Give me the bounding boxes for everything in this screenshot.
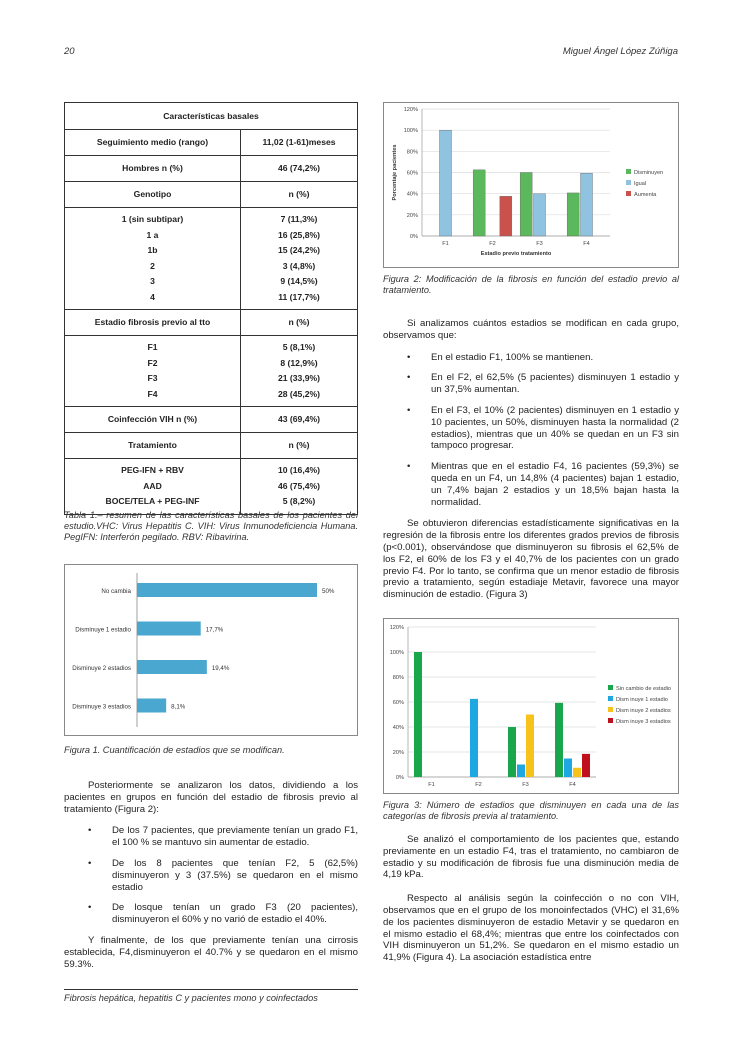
- legend-swatch: [608, 707, 613, 712]
- bar: [582, 754, 590, 777]
- legend-swatch: [608, 685, 613, 690]
- y-tick-label: 120%: [403, 107, 418, 113]
- legend-entry: Dism inuye 1 estadio: [616, 697, 668, 703]
- table-line: 1b: [147, 245, 158, 255]
- y-tick-label: 20%: [392, 750, 404, 756]
- table-cell-value: [241, 336, 357, 406]
- x-tick-label: F2: [489, 241, 496, 247]
- category-label: Disminuye 1 estadio: [75, 626, 131, 634]
- legend-entry: Disminuyen: [634, 170, 664, 176]
- table-cell-label: Estadio fibrosis previo al tto: [65, 310, 241, 335]
- running-header-author: Miguel Ángel López Zúñiga: [562, 46, 678, 57]
- bar: [500, 196, 512, 236]
- figure-1-svg: [65, 565, 357, 735]
- footer-rule: [64, 989, 358, 990]
- table-line: 5 (8,1%): [282, 342, 316, 352]
- table-1-caption: Tabla 1.– resumen de las características basales de los pacientes del estudio.VHC: Virus Hepatitis C. VIH: Virus Inmunodeficiencia Humana. PegIFN: Interferón pegilado. RBV: Ribavirina.: [64, 510, 358, 542]
- right-paragraph-1: Si analizamos cuántos estadios se modifican en cada grupo, observamos que:: [383, 318, 679, 341]
- table-cell-label: Seguimiento medio (rango): [65, 130, 241, 155]
- table-cell-value: [241, 459, 357, 514]
- bar: [520, 173, 532, 237]
- x-tick-label: F3: [522, 782, 529, 788]
- figure-2-caption: Figura 2: Modificación de la fibrosis en función del estadio previo al tratamiento.: [383, 274, 679, 295]
- legend-swatch: [626, 191, 631, 196]
- page-number: 20: [64, 46, 75, 57]
- data-label: 8,1%: [171, 703, 186, 711]
- bar: [440, 130, 452, 236]
- table-cell-label: Coinfección VIH n (%): [65, 407, 241, 432]
- table-body: [65, 130, 357, 514]
- y-tick-label: 100%: [389, 650, 404, 656]
- table-1: [64, 102, 358, 515]
- table-line: BOCE/TELA + PEG-INF: [105, 496, 200, 506]
- list-item: • En el F2, el 62,5% (5 pacientes) disminuyen 1 estadio y un 37,5% aumentan.: [383, 372, 679, 396]
- list-item: • De los 8 pacientes que tenían F2, 5 (62,5%) disminuyeron y 3 (37.5%) se quedaron en el mismo estadio: [64, 858, 358, 893]
- table-cell-label: Hombres n (%): [65, 156, 241, 181]
- table-line: 3 (4,8%): [282, 260, 316, 271]
- figure-2-chart: [383, 102, 679, 268]
- bar: [137, 622, 201, 636]
- table-line: F3: [147, 373, 158, 383]
- legend-swatch: [626, 169, 631, 174]
- y-tick-label: 60%: [406, 170, 418, 177]
- table-line: 16 (25,8%): [277, 229, 321, 240]
- table-line: 9 (14,5%): [280, 276, 318, 286]
- legend-entry: Dism inuye 3 estadios: [616, 719, 671, 725]
- left-text: [64, 780, 358, 970]
- bar: [526, 715, 534, 778]
- x-axis-title: Estadio previo tratamiento: [480, 251, 552, 257]
- table-line: 4: [150, 291, 155, 302]
- table-cell-label: Genotipo: [65, 182, 241, 207]
- table-cell-value: n (%): [288, 189, 310, 199]
- table-line: PEG-IFN + RBV: [121, 465, 184, 475]
- y-tick-label: 0%: [395, 775, 404, 781]
- y-tick-label: 0%: [409, 234, 418, 240]
- table-row: [65, 156, 357, 182]
- table-row: [65, 407, 357, 433]
- table-title: Características basales: [65, 103, 357, 130]
- bar: [534, 194, 546, 236]
- bar: [414, 652, 422, 777]
- x-tick-label: F1: [442, 241, 449, 247]
- data-label: 17,7%: [205, 626, 224, 634]
- list-item: • De los 7 pacientes, que previamente tenían un grado F1, el 100 % se mantuvo sin aumentar de estadio.: [64, 825, 358, 849]
- table-line: 11 (17,7%): [278, 291, 320, 302]
- bar: [564, 759, 572, 778]
- right-bullet-list: [383, 352, 679, 509]
- bar: [567, 193, 579, 236]
- legend-entry: Aumenta: [634, 192, 657, 198]
- table-cell-value: 43 (69,4%): [277, 414, 321, 424]
- legend-entry: Igual: [634, 181, 647, 187]
- y-tick-label: 100%: [403, 128, 418, 135]
- category-label: No cambia: [101, 588, 131, 595]
- table-line: 28 (45,2%): [277, 388, 321, 399]
- left-bullet-list: [64, 825, 358, 926]
- y-tick-label: 20%: [406, 212, 418, 219]
- right-paragraph-3: Se analizó el comportamiento de los pacientes que, estando previamente en un estadio F4, tras el tratamiento, no cambiaron de estadio y su modificación de fibrosis fue una disminución media de 4,19 kPa.: [383, 834, 679, 881]
- table-row: [65, 336, 357, 407]
- figure-2-svg: [384, 103, 678, 267]
- list-item: • Mientras que en el estadio F4, 16 pacientes (59,3%) se queda en un F4, un 14,8% (4 pacientes) bajan 1 estadio, un 7,4% bajan 2 estadios y un 18,5% bajan hasta la normalidad.: [383, 461, 679, 508]
- table-line: F1: [147, 342, 158, 352]
- figure-1-caption: Figura 1. Cuantificación de estadios que se modifican.: [64, 745, 285, 755]
- bar: [137, 583, 317, 597]
- bar: [137, 699, 166, 713]
- list-item: • En el estadio F1, 100% se mantienen.: [383, 352, 679, 364]
- x-tick-label: F4: [569, 782, 576, 788]
- x-tick-label: F3: [536, 241, 543, 247]
- table-line: 1 (sin subtipar): [121, 214, 184, 224]
- category-label: Disminuye 2 estadios: [72, 665, 131, 672]
- table-cell-value: n (%): [288, 440, 310, 450]
- data-label: 19,4%: [211, 665, 230, 672]
- right-text-bottom: [383, 834, 679, 964]
- left-paragraph-1: Posteriormente se analizaron los datos, dividiendo a los pacientes en grupos en función del estadio de fibrosis previo al tratamiento (Figura 2):: [64, 780, 358, 815]
- x-tick-label: F2: [475, 782, 482, 788]
- right-paragraph-4: Respecto al análisis según la coinfección o no con VIH, observamos que en el grupo de los monoinfectados (VHC) el 31,6% de los pacientes disminuyeron de estadio Metavir y se quedaron en el mismo estadio el 68,4%; mientras que entre los coinfectados con VIH disminuyeron un 51,2%. Se quedaron en el mismo estadio un 41,9% (Figura 4). La asociación estadística entre: [383, 893, 679, 964]
- list-item: • En el F3, el 10% (2 pacientes) disminuyen en 1 estadio y 10 pacientes, un 50%, disminuyen hasta la normalidad (2 estadios), mientras que un 40% se quedan en un F3 sin tampoco progresar.: [383, 405, 679, 452]
- y-tick-label: 80%: [392, 675, 404, 681]
- bar: [473, 170, 485, 236]
- table-line: F4: [147, 388, 158, 399]
- figure-3-chart: [383, 618, 679, 794]
- right-paragraph-2: Se obtuvieron diferencias estadísticamente significativas en la regresión de la fibrosis entre los diferentes grados previos de fibrosis (p<0.001), observándose que disminuyeron su fibrosis el 62,5% de los F2, el 60% de los F3 y el 40,7% de los pacientes con un grado previo F4. Por lo tanto, se confirma que un menor estadio de fibrosis previo a tratamiento, según estadiaje Metavir, favorece una mayor disminución de estadio. (Figura 3): [383, 518, 679, 601]
- y-tick-label: 60%: [392, 700, 404, 706]
- table-row: [65, 130, 357, 156]
- bar: [508, 727, 516, 777]
- table-line: 8 (12,9%): [280, 357, 318, 368]
- table-line: 10 (16,4%): [277, 465, 321, 475]
- y-tick-label: 40%: [406, 191, 418, 198]
- table-cell-label: [65, 208, 241, 309]
- right-text-top: [383, 318, 679, 601]
- legend-entry: Dism inuye 2 estadios: [616, 708, 671, 714]
- table-cell-label: Tratamiento: [65, 433, 241, 458]
- table-line: F2: [147, 357, 158, 368]
- footer-text: Fibrosis hepática, hepatitis C y pacientes mono y coinfectados: [64, 993, 318, 1003]
- table-row: [65, 182, 357, 208]
- table-line: 5 (8,2%): [282, 496, 316, 506]
- table-line: 46 (75,4%): [277, 480, 321, 491]
- table-line: 3: [150, 276, 155, 286]
- y-tick-label: 40%: [392, 725, 404, 731]
- y-axis-title: Porcentaje pacientes: [392, 144, 398, 201]
- table-row: [65, 310, 357, 336]
- table-line: 1 a: [146, 229, 159, 240]
- left-paragraph-2: Y finalmente, de los que previamente tenían una cirrosis establecida, F4,disminuyeron el 40.7% y se quedaron en el mismo 59.3%.: [64, 934, 358, 970]
- table-cell-value: n (%): [288, 317, 310, 327]
- legend-entry: Sin cambio de estadio: [616, 686, 672, 692]
- figure-3-caption: Figura 3: Número de estadios que disminuyen en cada una de las categorías de fibrosis previa al tratamiento.: [383, 800, 679, 821]
- figure-3-svg: [384, 619, 678, 793]
- y-tick-label: 120%: [389, 625, 404, 631]
- table-row: [65, 208, 357, 310]
- table-cell-label: [65, 336, 241, 406]
- table-cell-value: 11,02 (1-61)meses: [262, 137, 336, 147]
- table-row: [65, 433, 357, 459]
- table-line: 2: [150, 260, 155, 271]
- legend-swatch: [626, 180, 631, 185]
- legend-swatch: [608, 696, 613, 701]
- data-label: 50%: [322, 588, 335, 595]
- x-tick-label: F4: [583, 241, 590, 247]
- category-label: Disminuye 3 estadios: [72, 703, 131, 711]
- x-tick-label: F1: [428, 782, 435, 788]
- bar: [581, 173, 593, 236]
- bar: [555, 703, 563, 777]
- figure-1-chart: [64, 564, 358, 736]
- table-line: 15 (24,2%): [277, 245, 321, 255]
- bar: [137, 660, 207, 674]
- bar: [573, 768, 581, 777]
- table-cell-value: 46 (74,2%): [277, 163, 321, 173]
- table-cell-value: [241, 208, 357, 309]
- table-row: [65, 459, 357, 514]
- y-tick-label: 80%: [406, 149, 418, 156]
- bar: [470, 699, 478, 777]
- bar: [517, 765, 525, 778]
- table-cell-label: [65, 459, 241, 514]
- table-line: 21 (33,9%): [277, 373, 321, 383]
- legend-swatch: [608, 718, 613, 723]
- table-line: AAD: [143, 480, 162, 491]
- list-item: • De losque tenían un grado F3 (20 pacientes), disminuyeron el 60% y no varió de estadio el 40%.: [64, 902, 358, 926]
- table-line: 7 (11,3%): [280, 214, 318, 224]
